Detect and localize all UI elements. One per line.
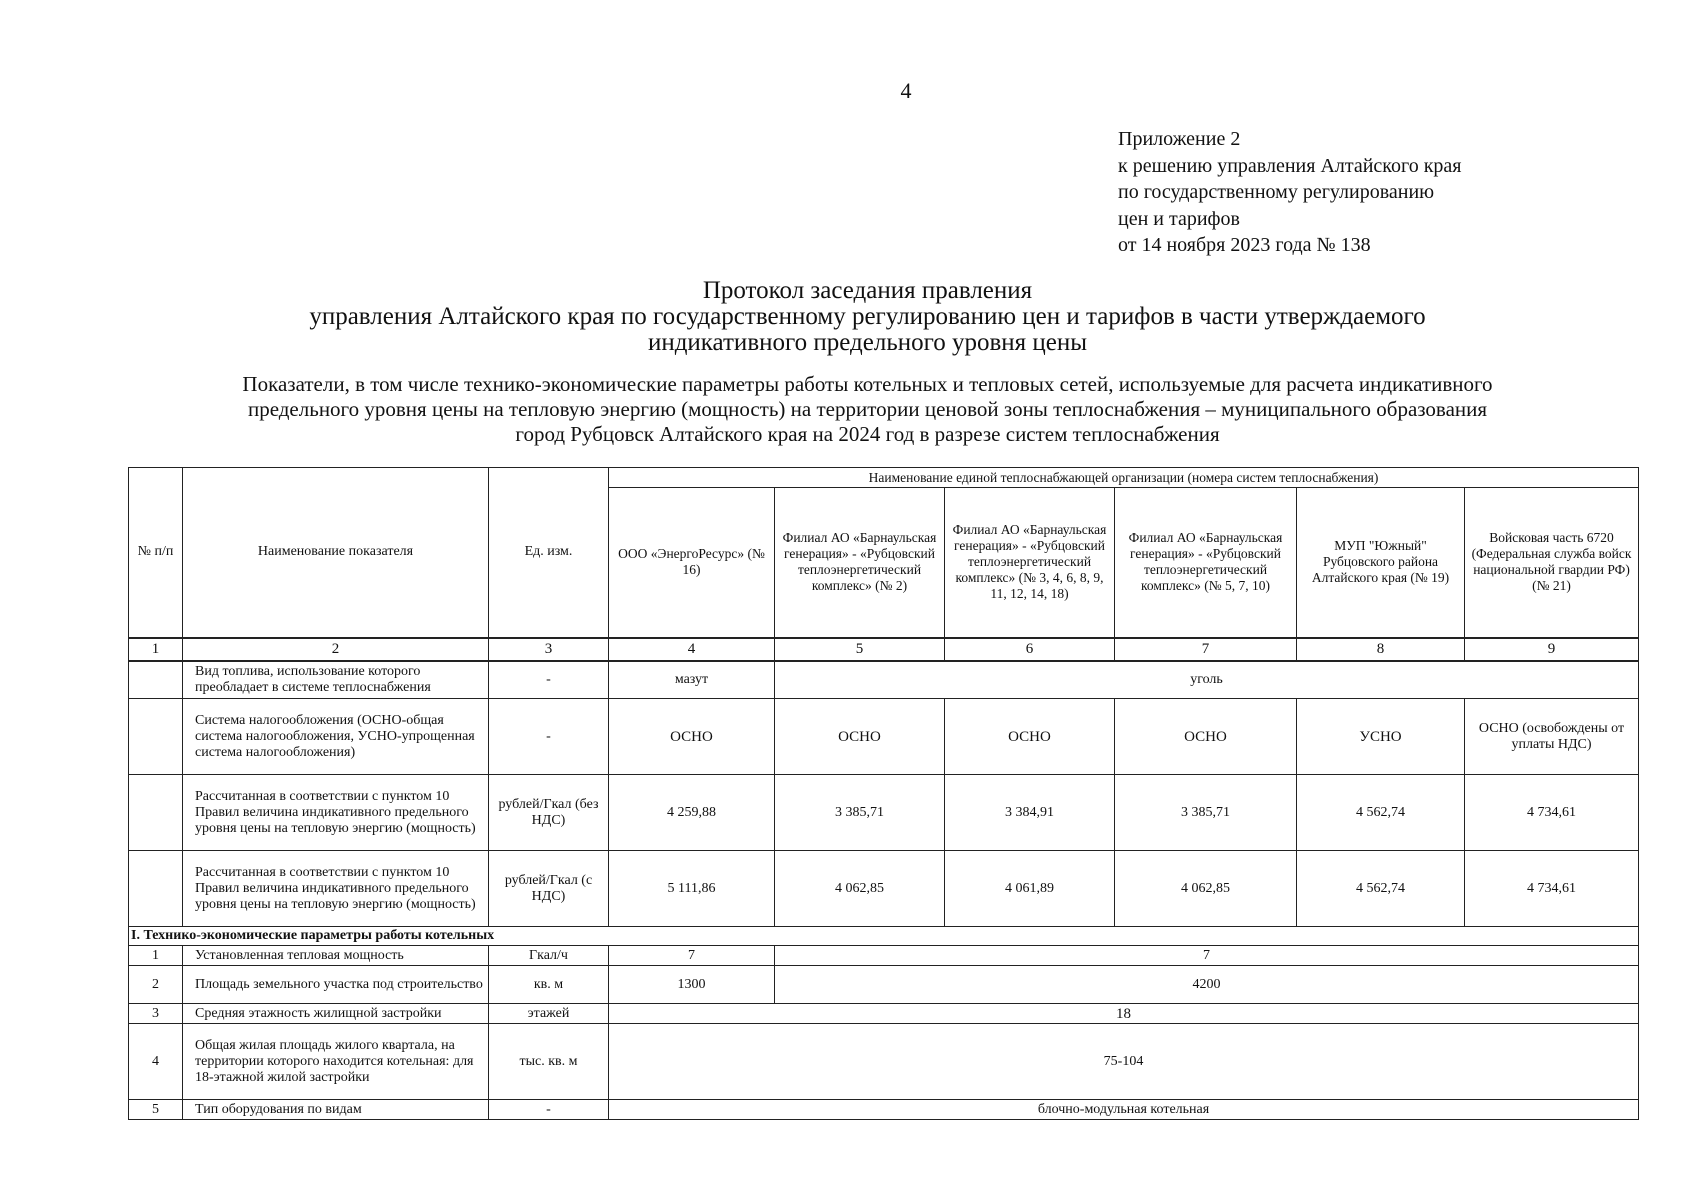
cell-value: ОСНО: [1115, 699, 1297, 775]
cell-value: 4 259,88: [609, 775, 775, 851]
column-number: 3: [489, 638, 609, 661]
row-unit: рублей/Гкал (с НДС): [489, 851, 609, 927]
appendix-line: по государственному регулированию: [1118, 181, 1435, 203]
header-num: № п/п: [129, 468, 183, 638]
cell-value: мазут: [609, 661, 775, 699]
row-num: 2: [129, 966, 183, 1004]
appendix-note: [1118, 126, 1462, 259]
cell-value: 7: [775, 946, 1639, 966]
cell-value: 18: [609, 1004, 1639, 1024]
cell-value: 75-104: [609, 1024, 1639, 1100]
row-num: 3: [129, 1004, 183, 1024]
cell-value: 3 385,71: [1115, 775, 1297, 851]
row-unit: этажей: [489, 1004, 609, 1024]
header-org: Филиал АО «Барнаульская генерация» - «Рубцовский теплоэнергетический комплекс» (№ 5, 7, 10): [1115, 488, 1297, 638]
row-unit: -: [489, 699, 609, 775]
header-org: Войсковая часть 6720 (Федеральная служба войск национальной гвардии РФ) (№ 21): [1465, 488, 1639, 638]
column-number: 2: [183, 638, 489, 661]
row-unit: кв. м: [489, 966, 609, 1004]
row-name: Рассчитанная в соответствии с пунктом 10 Правил величина индикативного предельного уровня цены на тепловую энергию (мощность): [183, 851, 489, 927]
cell-value: блочно-модульная котельная: [609, 1100, 1639, 1120]
row-name: Установленная тепловая мощность: [183, 946, 489, 966]
title-line: Протокол заседания правления: [702, 277, 1033, 304]
cell-value: 4200: [775, 966, 1639, 1004]
row-unit: тыс. кв. м: [489, 1024, 609, 1100]
header-org: ООО «ЭнергоРесурс» (№ 16): [609, 488, 775, 638]
cell-value: 4 061,89: [945, 851, 1115, 927]
row-num: 4: [129, 1024, 183, 1100]
row-name: Система налогообложения (ОСНО-общая система налогообложения, УСНО-упрощенная система налогообложения): [183, 699, 489, 775]
title-line: индикативного предельного уровня цены: [647, 329, 1088, 356]
table-row: [129, 851, 1639, 927]
title-line: управления Алтайского края по государственному регулированию цен и тарифов в части утверждаемого: [309, 303, 1426, 330]
column-number: 6: [945, 638, 1115, 661]
row-unit: -: [489, 661, 609, 699]
column-number: 5: [775, 638, 945, 661]
row-name: Средняя этажность жилищной застройки: [183, 1004, 489, 1024]
header-org-group: Наименование единой теплоснабжающей организации (номера систем теплоснабжения): [609, 468, 1639, 488]
table-row: [129, 661, 1639, 699]
cell-value: 5 111,86: [609, 851, 775, 927]
row-name: Тип оборудования по видам: [183, 1100, 489, 1120]
header-org: МУП "Южный" Рубцовского района Алтайского края (№ 19): [1297, 488, 1465, 638]
cell-value: 4 734,61: [1465, 851, 1639, 927]
row-unit: -: [489, 1100, 609, 1120]
table-row: [129, 966, 1639, 1004]
header-org: Филиал АО «Барнаульская генерация» - «Рубцовский теплоэнергетический комплекс» (№ 3, 4, 6, 8, 9, 11, 12, 14, 18): [945, 488, 1115, 638]
indicators-table: [128, 467, 1639, 1120]
section-row: [129, 927, 1639, 946]
table-row: [129, 775, 1639, 851]
cell-value: 4 734,61: [1465, 775, 1639, 851]
appendix-line: к решению управления Алтайского края: [1118, 154, 1462, 177]
document-subtitle: [0, 372, 1696, 447]
column-number: 4: [609, 638, 775, 661]
subtitle-line: город Рубцовск Алтайского края на 2024 год в разрезе систем теплоснабжения: [515, 422, 1220, 446]
table-row: [129, 946, 1639, 966]
appendix-line: цен и тарифов: [1118, 207, 1240, 230]
cell-value: 7: [609, 946, 775, 966]
cell-value: ОСНО: [945, 699, 1115, 775]
cell-value: 3 384,91: [945, 775, 1115, 851]
header-org: Филиал АО «Барнаульская генерация» - «Рубцовский теплоэнергетический комплекс» (№ 2): [775, 488, 945, 638]
section-title: I. Технико-экономические параметры работы котельных: [129, 927, 1639, 946]
table-row: [129, 1024, 1639, 1100]
row-name: Вид топлива, использование которого преобладает в системе теплоснабжения: [183, 661, 489, 699]
row-unit: рублей/Гкал (без НДС): [489, 775, 609, 851]
cell-value: 4 062,85: [775, 851, 945, 927]
cell-value: 1300: [609, 966, 775, 1004]
cell-value: УСНО: [1297, 699, 1465, 775]
row-name: Площадь земельного участка под строительство: [183, 966, 489, 1004]
header-unit: Ед. изм.: [489, 468, 609, 638]
column-number: 7: [1115, 638, 1297, 661]
row-unit: Гкал/ч: [489, 946, 609, 966]
cell-value: 3 385,71: [775, 775, 945, 851]
cell-value: ОСНО: [775, 699, 945, 775]
header-name: Наименование показателя: [183, 468, 489, 638]
cell-value: ОСНО: [609, 699, 775, 775]
row-num: 1: [129, 946, 183, 966]
document-title: [0, 278, 1696, 356]
appendix-line: Приложение 2: [1118, 128, 1241, 150]
subtitle-line: Показатели, в том числе технико-экономические параметры работы котельных и тепловых сетей, используемые для расчета индикативного: [242, 372, 1493, 396]
column-number: 1: [129, 638, 183, 661]
cell-value: ОСНО (освобождены от уплаты НДС): [1465, 699, 1639, 775]
row-name: Общая жилая площадь жилого квартала, на территории которого находится котельная: для 18-этажной жилой застройки: [183, 1024, 489, 1100]
cell-value: уголь: [775, 661, 1639, 699]
cell-value: 4 562,74: [1297, 851, 1465, 927]
table-row: [129, 1004, 1639, 1024]
row-name: Рассчитанная в соответствии с пунктом 10 Правил величина индикативного предельного уровня цены на тепловую энергию (мощность): [183, 775, 489, 851]
table-row: [129, 699, 1639, 775]
cell-value: 4 562,74: [1297, 775, 1465, 851]
column-number: 9: [1465, 638, 1639, 661]
table-row: [129, 1100, 1639, 1120]
subtitle-line: предельного уровня цены на тепловую энергию (мощность) на территории ценовой зоны теплоснабжения – муниципального образования: [247, 397, 1488, 421]
appendix-line: от 14 ноября 2023 года № 138: [1118, 234, 1371, 256]
page-number: 4: [900, 78, 912, 103]
column-number: 8: [1297, 638, 1465, 661]
cell-value: 4 062,85: [1115, 851, 1297, 927]
row-num: 5: [129, 1100, 183, 1120]
